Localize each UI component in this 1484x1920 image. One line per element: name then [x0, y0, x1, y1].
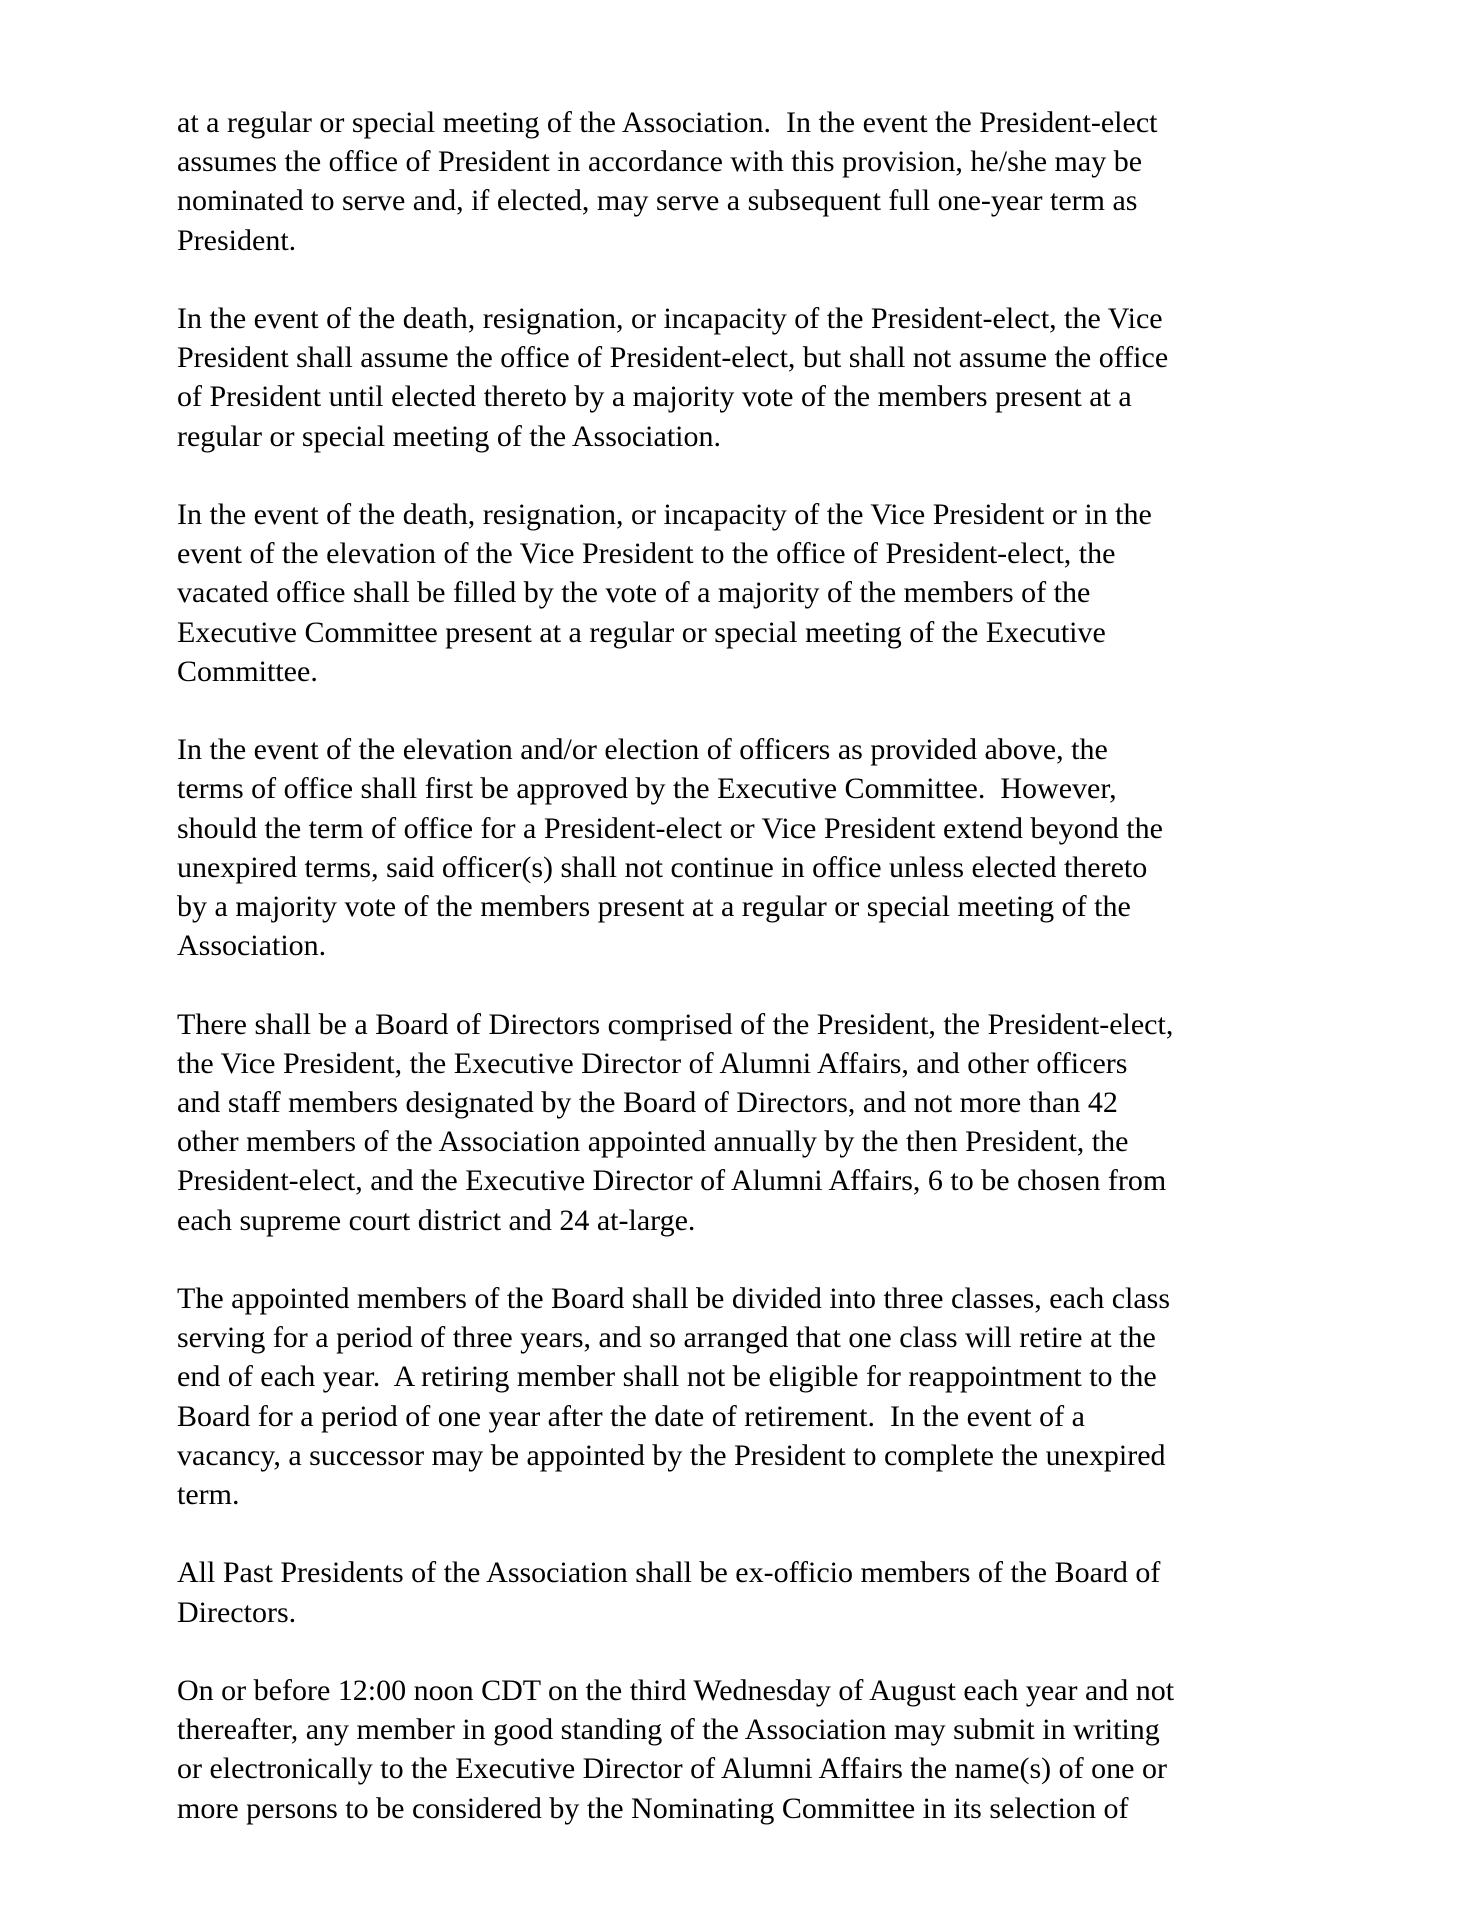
- text-line: the Vice President, the Executive Director of Alumni Affairs, and other officers: [177, 1046, 1128, 1080]
- text-line: vacated office shall be filled by the vote of a majority of the members of the: [177, 576, 1091, 610]
- text-line: each supreme court district and 24 at-large.: [177, 1203, 696, 1237]
- paragraph-7-past-presidents: [177, 1553, 1327, 1631]
- text-line: and staff members designated by the Board of Directors, and not more than 42: [177, 1086, 1118, 1120]
- text-line: There shall be a Board of Directors comprised of the President, the President-elect,: [177, 1007, 1174, 1041]
- text-line: regular or special meeting of the Association.: [177, 419, 721, 453]
- text-line: All Past Presidents of the Association shall be ex-officio members of the Board of: [177, 1556, 1161, 1590]
- text-line: Executive Committee present at a regular or special meeting of the Executive: [177, 615, 1106, 649]
- text-line: or electronically to the Executive Director of Alumni Affairs the name(s) of one or: [177, 1752, 1167, 1786]
- text-line: President.: [177, 223, 297, 257]
- text-line: Board for a period of one year after the date of retirement. In the event of a: [177, 1399, 1085, 1433]
- text-line: term.: [177, 1478, 240, 1512]
- text-line: assumes the office of President in accordance with this provision, he/she may be: [177, 145, 1143, 179]
- paragraph-6-board-classes: [177, 1279, 1327, 1514]
- text-line: Committee.: [177, 654, 318, 688]
- text-line: Association.: [177, 929, 327, 963]
- paragraph-2-president-elect-vacancy: [177, 299, 1327, 456]
- text-line: nominated to serve and, if elected, may serve a subsequent full one-year term as: [177, 184, 1138, 218]
- paragraph-8-nominations: [177, 1671, 1327, 1828]
- text-line: thereafter, any member in good standing of the Association may submit in writing: [177, 1713, 1160, 1747]
- text-line: at a regular or special meeting of the Association. In the event the President-elect: [177, 106, 1158, 139]
- text-line: In the event of the death, resignation, or incapacity of the President-elect, the Vice: [177, 302, 1163, 335]
- text-line: unexpired terms, said officer(s) shall not continue in office unless elected thereto: [177, 850, 1148, 884]
- paragraph-1-president-elect-succession: [177, 103, 1327, 260]
- text-line: should the term of office for a President-elect or Vice President extend beyond the: [177, 811, 1163, 845]
- text-line: On or before 12:00 noon CDT on the third Wednesday of August each year and not: [177, 1674, 1175, 1708]
- text-line: President-elect, and the Executive Director of Alumni Affairs, 6 to be chosen from: [177, 1164, 1167, 1198]
- text-line: Directors.: [177, 1595, 297, 1629]
- text-line: President shall assume the office of President-elect, but shall not assume the office: [177, 341, 1169, 375]
- paragraph-5-board-of-directors: [177, 1005, 1327, 1240]
- paragraph-4-terms-of-office: [177, 730, 1327, 965]
- text-line: of President until elected thereto by a majority vote of the members present at a: [177, 380, 1132, 414]
- text-line: by a majority vote of the members present at a regular or special meeting of the: [177, 890, 1131, 924]
- text-line: serving for a period of three years, and so arranged that one class will retire at the: [177, 1321, 1156, 1355]
- text-line: In the event of the elevation and/or election of officers as provided above, the: [177, 733, 1108, 767]
- text-line: vacancy, a successor may be appointed by the President to complete the unexpired: [177, 1438, 1166, 1472]
- text-line: more persons to be considered by the Nominating Committee in its selection of: [177, 1791, 1129, 1825]
- text-line: event of the elevation of the Vice President to the office of President-elect, the: [177, 537, 1116, 571]
- text-line: The appointed members of the Board shall be divided into three classes, each class: [177, 1282, 1171, 1316]
- text-line: other members of the Association appointed annually by the then President, the: [177, 1125, 1129, 1159]
- text-line: end of each year. A retiring member shall not be eligible for reappointment to the: [177, 1360, 1157, 1394]
- document-page: [177, 103, 1327, 1867]
- paragraph-3-vice-president-vacancy: [177, 495, 1327, 691]
- text-line: terms of office shall first be approved by the Executive Committee. However,: [177, 772, 1117, 806]
- text-line: In the event of the death, resignation, or incapacity of the Vice President or in the: [177, 498, 1152, 531]
